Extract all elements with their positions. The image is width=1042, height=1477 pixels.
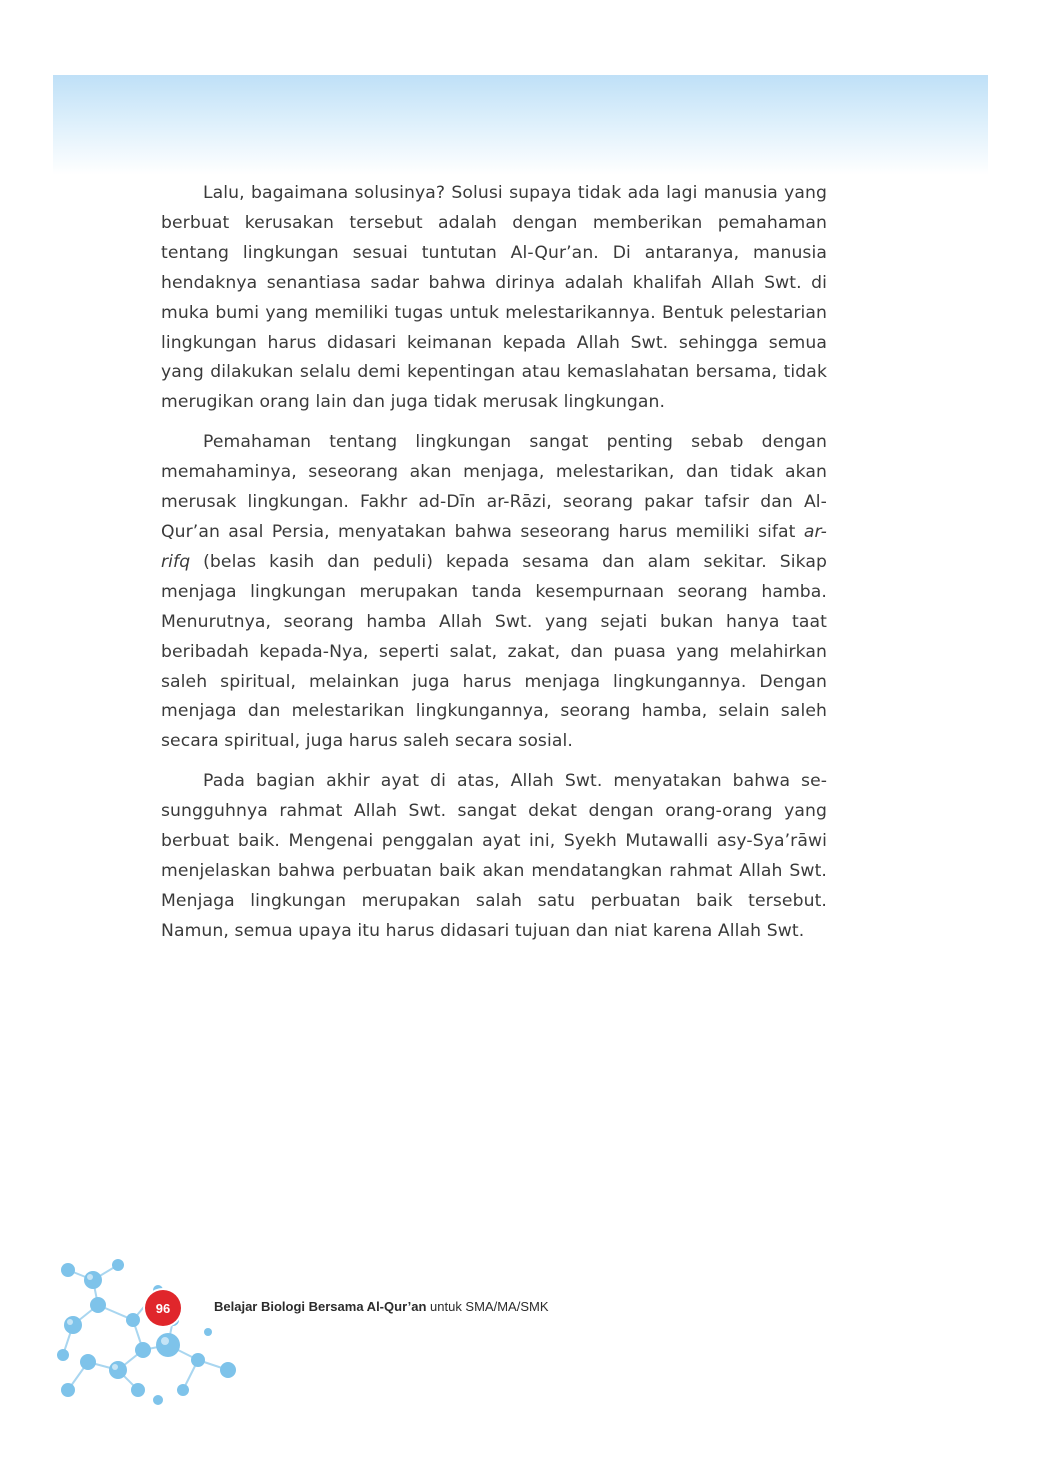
book-title-suffix: untuk SMA/MA/SMK — [426, 1299, 549, 1314]
header-gradient-band — [53, 75, 988, 175]
book-title: Belajar Biologi Bersama Al-Qur’an — [214, 1299, 427, 1314]
molecule-decoration-icon — [48, 1250, 248, 1410]
footer-book-title — [214, 1299, 549, 1314]
italic-term-ar-rifq: ar-rifq — [161, 521, 827, 572]
paragraph-3: Pada bagian akhir ayat di atas, Allah Swt. menyatakan bahwa sesungguhnya rahmat Allah Swt. sangat dekat dengan orang-orang yang berbuat baik. Mengenai penggalan ayat ini, Syekh Mutawalli asy-Sya’rāwi menjelaskan bahwa perbuatan baik akan mendatangkan rahmat Allah Swt. Menjaga lingkungan merupakan salah satu perbuatan baik tersebut. Namun, semua upaya itu harus didasari tujuan dan niat karena Allah Swt. — [161, 771, 827, 941]
paragraph-2-start: Pemahaman tentang lingkungan sangat penting sebab dengan memahaminya, seseorang akan menjaga, melestarikan, dan tidak akan merusak lingkungan. Fakhr ad-Dīn ar-Rāzi, seorang pakar tafsir dan Al-Qur’an asal Persia, menyatakan bahwa seseorang harus memiliki sifat — [161, 432, 827, 542]
paragraph-2-end: (belas kasih dan peduli) kepada sesama dan alam sekitar. Sikap menjaga lingkungan merupakan tanda kesempurnaan seorang hamba. Menurutnya, seorang hamba Allah Swt. yang sejati bukan hanya taat beribadah kepada-Nya, seperti salat, zakat, dan puasa yang melahirkan saleh spiritual, melainkan juga harus menjaga lingkungannya. Dengan menjaga dan melestarikan lingkungannya, seorang hamba, selain saleh secara spiritual, juga harus saleh secara sosial. — [161, 551, 827, 752]
paragraph-2 — [161, 428, 827, 757]
page-number-badge: 96 — [145, 1290, 181, 1326]
paragraph-1: Lalu, bagaimana solusinya? Solusi supaya tidak ada lagi manusia yang berbuat kerusakan tersebut adalah dengan memberikan pemahaman tentang lingkungan sesuai tuntutan Al-Qur’an. Di antaranya, manusia hendaknya senantiasa sadar bahwa dirinya adalah khalifah Allah Swt. di muka bumi yang memiliki tugas untuk melestarikannya. Bentuk pelestarian lingkungan harus didasari keimanan kepada Allah Swt. sehingga semua yang dilakukan selalu demi kepentingan atau kemaslahatan bersama, tidak merugikan orang lain dan juga tidak merusak lingkungan. — [161, 183, 827, 413]
body-text — [161, 179, 827, 957]
